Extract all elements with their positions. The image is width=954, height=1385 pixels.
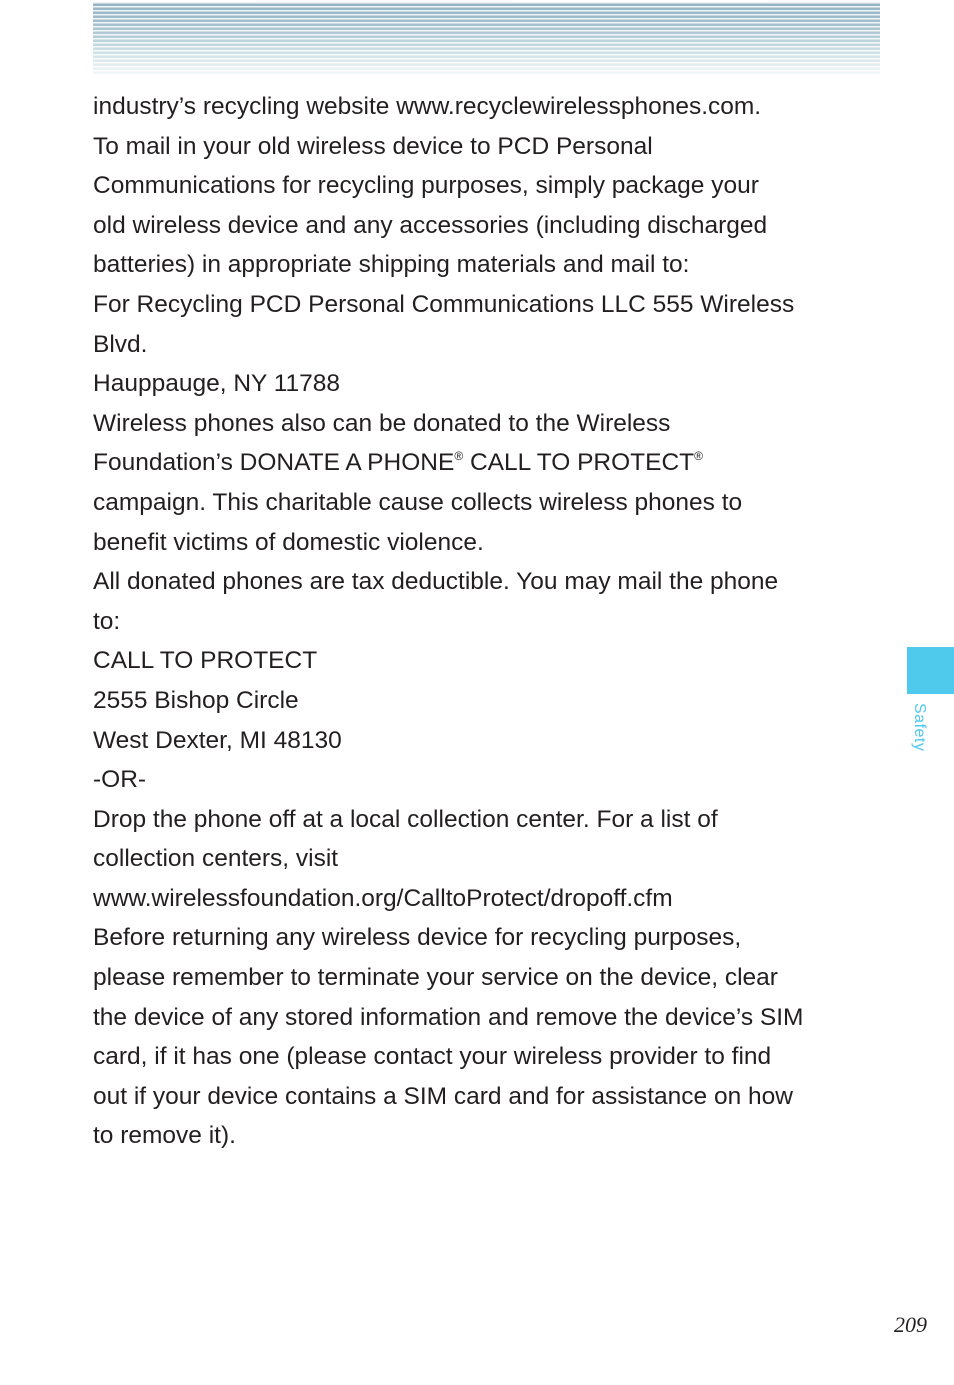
section-tab-label: Safety (911, 703, 928, 752)
text-line: Hauppauge, NY 11788 (93, 370, 341, 398)
text-line: card, if it has one (please contact your wireless provider to find (93, 1043, 772, 1071)
text-line: the device of any stored information and remove the device’s SIM (93, 1003, 804, 1031)
text-line: Communications for recycling purposes, simply package your (93, 172, 759, 200)
section-tab-marker (907, 647, 954, 694)
body-text (93, 87, 883, 1156)
text-line: to remove it). (93, 1122, 236, 1150)
text-line: Wireless phones also can be donated to the Wireless (93, 409, 671, 437)
address-line: West Dexter, MI 48130 (93, 726, 342, 754)
text-line: For Recycling PCD Personal Communications LLC 555 Wireless (93, 290, 795, 318)
dropoff-url: www.wirelessfoundation.org/CalltoProtect/dropoff.cfm (93, 884, 673, 912)
text-line: benefit victims of domestic violence. (93, 528, 484, 556)
address-line: CALL TO PROTECT (93, 647, 318, 675)
page-number: 209 (894, 1312, 927, 1337)
address-line: 2555 Bishop Circle (93, 686, 299, 714)
text-line: industry’s recycling website www.recyclewirelessphones.com. (93, 93, 762, 120)
text-line: batteries) in appropriate shipping materials and mail to: (93, 251, 690, 279)
text-line: campaign. This charitable cause collects wireless phones to (93, 488, 743, 516)
text-line: To mail in your old wireless device to PCD Personal (93, 132, 653, 160)
registered-mark: ® (454, 449, 464, 464)
text-line: -OR- (93, 766, 147, 794)
text-line: Before returning any wireless device for recycling purposes, (93, 924, 742, 952)
donate-line-part2: CALL TO PROTECT (463, 449, 695, 477)
text-line: out if your device contains a SIM card and for assistance on how (93, 1082, 793, 1110)
header-decorative-band (93, 2, 880, 74)
text-line: to: (93, 607, 121, 635)
donate-line-part1: Foundation’s DONATE A PHONE (93, 449, 455, 477)
text-line: old wireless device and any accessories (including discharged (93, 211, 768, 239)
text-line: All donated phones are tax deductible. You may mail the phone (93, 568, 779, 596)
donate-a-phone-line (93, 443, 883, 483)
registered-mark: ® (694, 449, 703, 464)
text-line: Drop the phone off at a local collection center. For a list of (93, 805, 718, 833)
text-line: Blvd. (93, 330, 148, 358)
text-line: collection centers, visit (93, 845, 339, 873)
text-line: please remember to terminate your service on the device, clear (93, 964, 778, 992)
